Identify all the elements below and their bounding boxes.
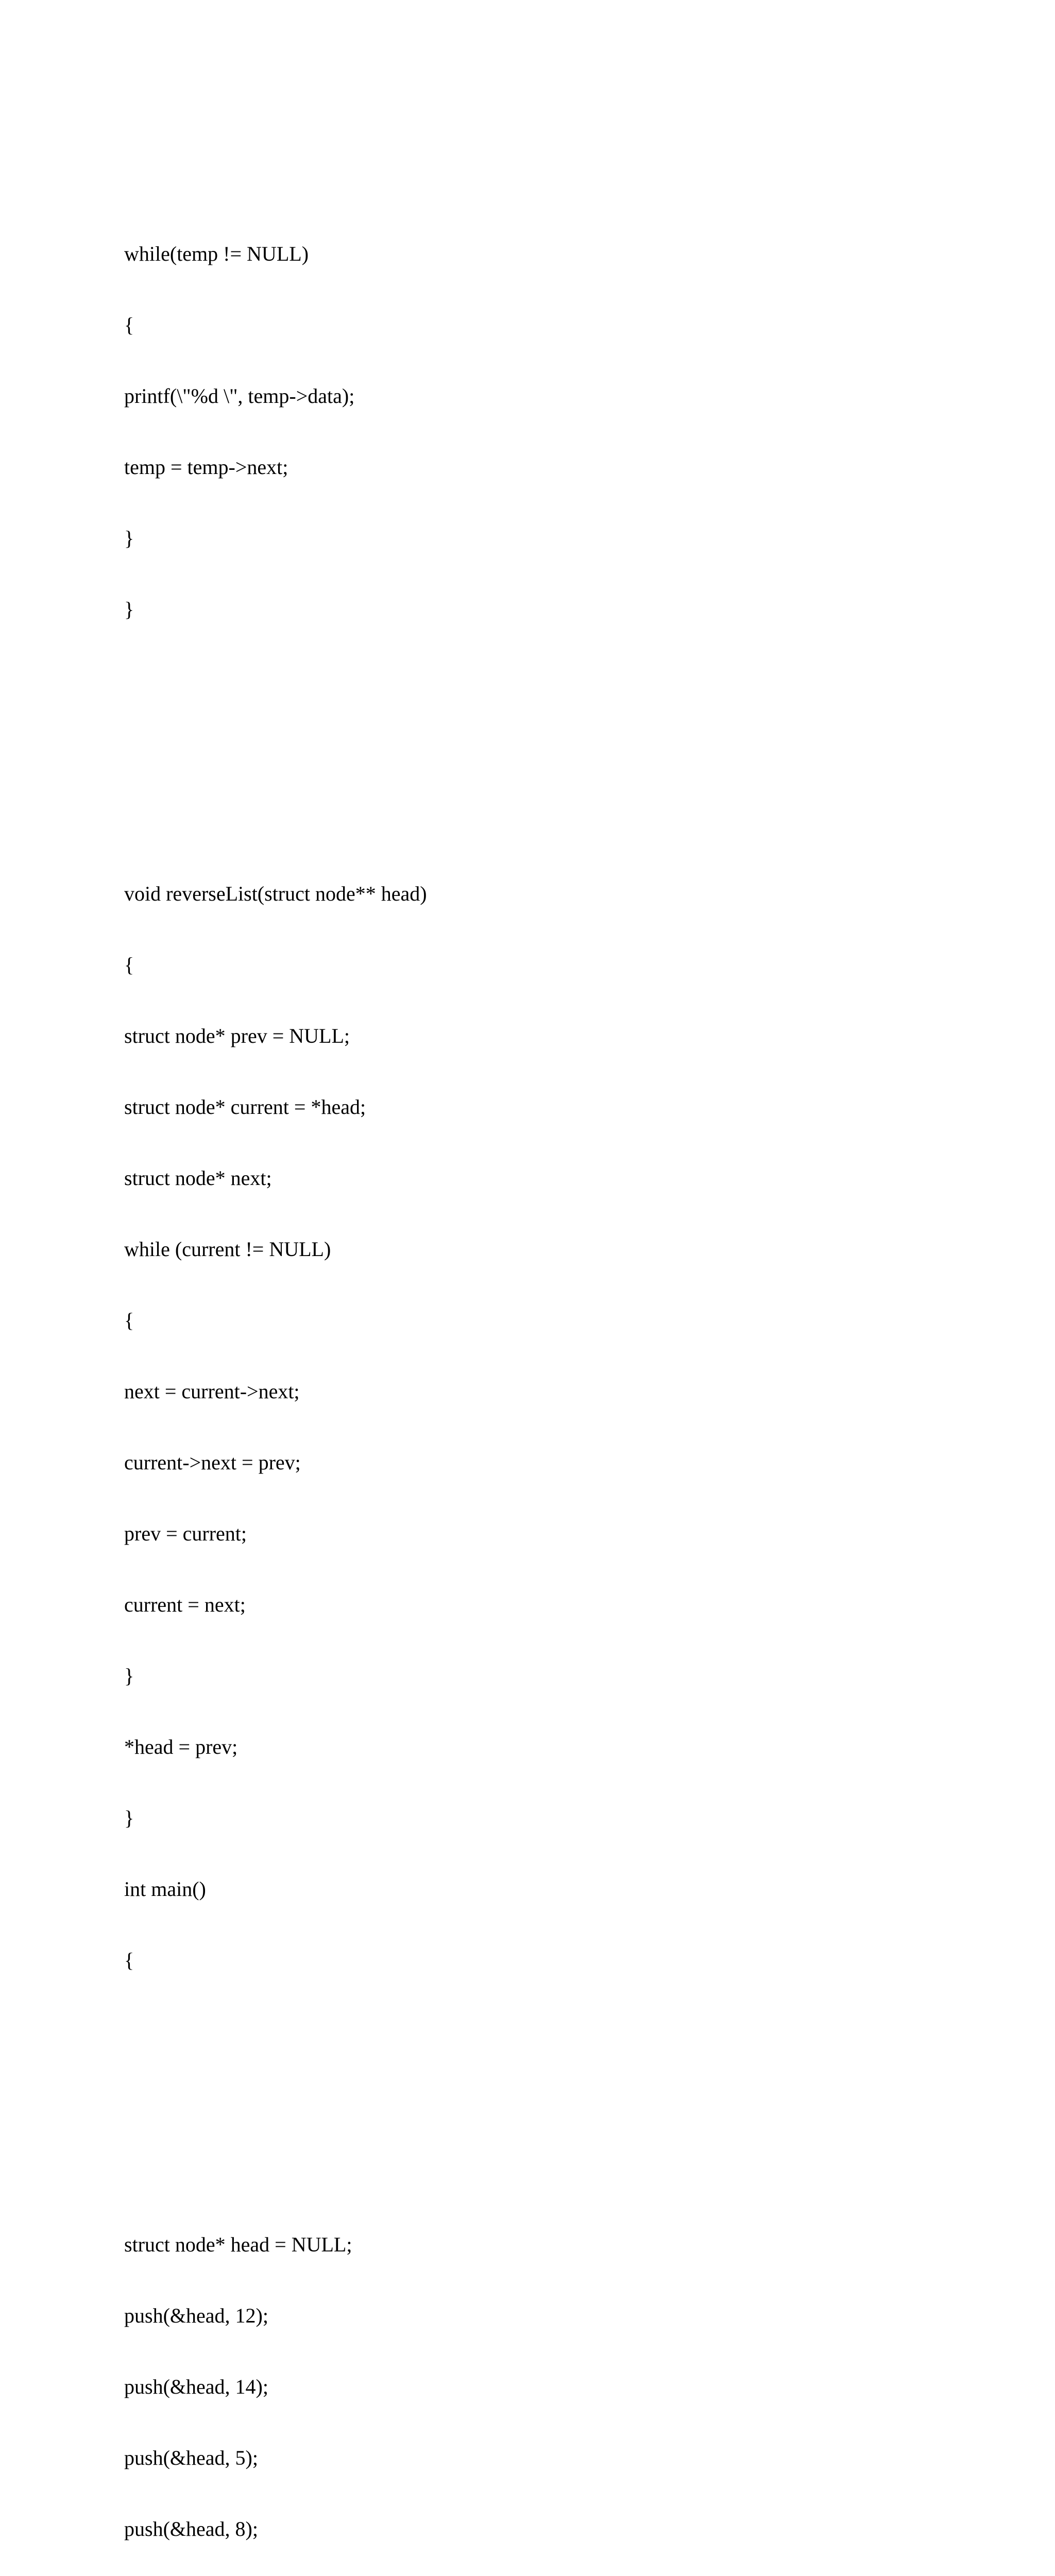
blank-line	[124, 740, 948, 764]
code-line: while(temp != NULL)	[124, 242, 309, 265]
code-line: push(&head, 14);	[124, 2375, 268, 2398]
code-line: {	[124, 953, 134, 976]
code-line: }	[124, 598, 134, 621]
code-line: next = current->next;	[124, 1380, 300, 1403]
code-line: prev = current;	[124, 1522, 247, 1545]
code-line: push(&head, 8);	[124, 2517, 258, 2540]
code-line: {	[124, 313, 134, 336]
code-line: *head = prev;	[124, 1735, 238, 1758]
code-line: while (current != NULL)	[124, 1238, 331, 1261]
code-line: current->next = prev;	[124, 1451, 301, 1474]
code-line: temp = temp->next;	[124, 455, 288, 479]
document-content	[124, 124, 948, 2576]
code-line: struct node* current = *head;	[124, 1095, 366, 1118]
code-line: int main()	[124, 1877, 206, 1901]
code-line: struct node* head = NULL;	[124, 2233, 352, 2256]
code-line: }	[124, 527, 134, 550]
code-line: struct node* next;	[124, 1166, 272, 1190]
code-line: {	[124, 1309, 134, 1332]
code-line: }	[124, 1806, 134, 1829]
print-loop-block	[124, 195, 948, 669]
code-line: current = next;	[124, 1593, 246, 1616]
main-body-block	[124, 2185, 948, 2576]
code-line: push(&head, 5);	[124, 2446, 258, 2469]
reverse-function-block	[124, 835, 948, 2020]
code-line: {	[124, 1948, 134, 1972]
code-line: struct node* prev = NULL;	[124, 1024, 350, 1047]
code-line: push(&head, 12);	[124, 2304, 268, 2327]
code-line: printf(\"%d \", temp->data);	[124, 384, 355, 408]
code-line: }	[124, 1664, 134, 1687]
code-line: void reverseList(struct node** head)	[124, 882, 427, 905]
blank-line	[124, 2091, 948, 2114]
